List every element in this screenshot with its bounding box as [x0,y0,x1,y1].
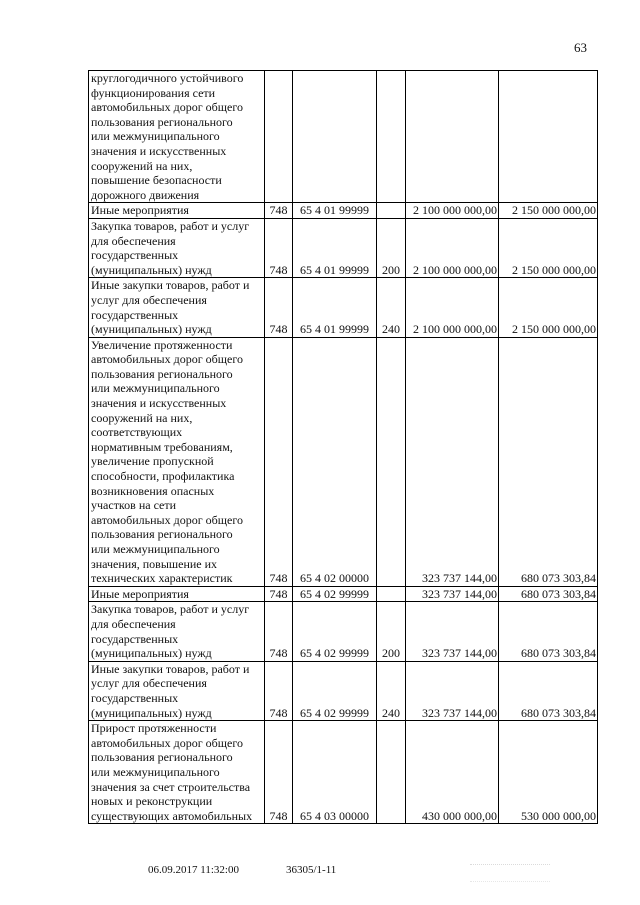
row-target-article: 65 4 01 99999 [293,203,377,219]
row-expense-type: 200 [377,218,406,277]
table-row [89,586,598,602]
row-ministry-code: 748 [265,278,293,337]
row-ministry-code [265,71,293,203]
row-expense-type: 240 [377,278,406,337]
row-amount-2019: 2 150 000 000,00 [499,218,598,277]
table-row [89,721,598,824]
row-target-article: 65 4 01 99999 [293,218,377,277]
row-name: Прирост протяженности автомобильных дорог общего пользования регионального или межмуниципального значения за счет строительства новых и реконструкции существующих автомобильных [89,721,265,824]
row-amount-2019: 530 000 000,00 [499,721,598,824]
row-name: Увеличение протяженности автомобильных дорог общего пользования регионального или межмуниципального значения и искусственных сооружений на них, соответствующих нормативным требованиям, увеличение пропускной способности, профилактика возникновения опасных участков на сети автомобильных дорог общего пользования регионального или межмуниципального значения, повышение их технических характеристик [89,337,265,586]
row-target-article: 65 4 02 99999 [293,602,377,661]
row-ministry-code: 748 [265,661,293,720]
row-amount-2018: 323 737 144,00 [406,661,499,720]
table-row [89,278,598,337]
row-target-article: 65 4 01 99999 [293,278,377,337]
row-amount-2018: 323 737 144,00 [406,337,499,586]
row-amount-2018: 2 100 000 000,00 [406,203,499,219]
row-ministry-code: 748 [265,337,293,586]
row-expense-type: 200 [377,602,406,661]
row-ministry-code: 748 [265,602,293,661]
faint-stamp-mark [470,864,550,882]
row-amount-2019: 680 073 303,84 [499,586,598,602]
row-name: Закупка товаров, работ и услуг для обеспечения государственных (муниципальных) нужд [89,602,265,661]
row-amount-2018: 323 737 144,00 [406,602,499,661]
row-amount-2019: 2 150 000 000,00 [499,203,598,219]
row-amount-2019: 680 073 303,84 [499,661,598,720]
row-target-article: 65 4 03 00000 [293,721,377,824]
row-name: Иные закупки товаров, работ и услуг для обеспечения государственных (муниципальных) нужд [89,661,265,720]
table-row [89,71,598,203]
row-name: Иные мероприятия [89,586,265,602]
row-amount-2019 [499,71,598,203]
row-target-article: 65 4 02 99999 [293,661,377,720]
row-name: Иные мероприятия [89,203,265,219]
footer-document-code: 36305/1-11 [286,864,337,876]
row-ministry-code: 748 [265,586,293,602]
row-target-article: 65 4 02 99999 [293,586,377,602]
row-amount-2018 [406,71,499,203]
table-row [89,337,598,586]
row-amount-2018: 2 100 000 000,00 [406,218,499,277]
row-target-article [293,71,377,203]
footer-date: 06.09.2017 11:32:00 [148,864,239,876]
row-name: Иные закупки товаров, работ и услуг для обеспечения государственных (муниципальных) нужд [89,278,265,337]
row-name: Закупка товаров, работ и услуг для обеспечения государственных (муниципальных) нужд [89,218,265,277]
row-name: круглогодичного устойчивого функционирования сети автомобильных дорог общего пользования регионального или межмуниципального значения и искусственных сооружений на них, повышение безопасности дорожного движения [89,71,265,203]
registration-stamp-mark [90,864,112,892]
table-row [89,203,598,219]
row-amount-2018: 430 000 000,00 [406,721,499,824]
row-ministry-code: 748 [265,721,293,824]
row-expense-type [377,721,406,824]
table-row [89,218,598,277]
page-number: 63 [574,40,587,55]
row-amount-2019: 2 150 000 000,00 [499,278,598,337]
row-expense-type [377,71,406,203]
budget-table [88,70,598,824]
row-expense-type [377,337,406,586]
row-expense-type: 240 [377,661,406,720]
table-row [89,602,598,661]
row-expense-type [377,203,406,219]
row-target-article: 65 4 02 00000 [293,337,377,586]
row-amount-2019: 680 073 303,84 [499,337,598,586]
row-amount-2018: 2 100 000 000,00 [406,278,499,337]
row-amount-2018: 323 737 144,00 [406,586,499,602]
row-ministry-code: 748 [265,218,293,277]
row-expense-type [377,586,406,602]
row-amount-2019: 680 073 303,84 [499,602,598,661]
table-row [89,661,598,720]
row-ministry-code: 748 [265,203,293,219]
